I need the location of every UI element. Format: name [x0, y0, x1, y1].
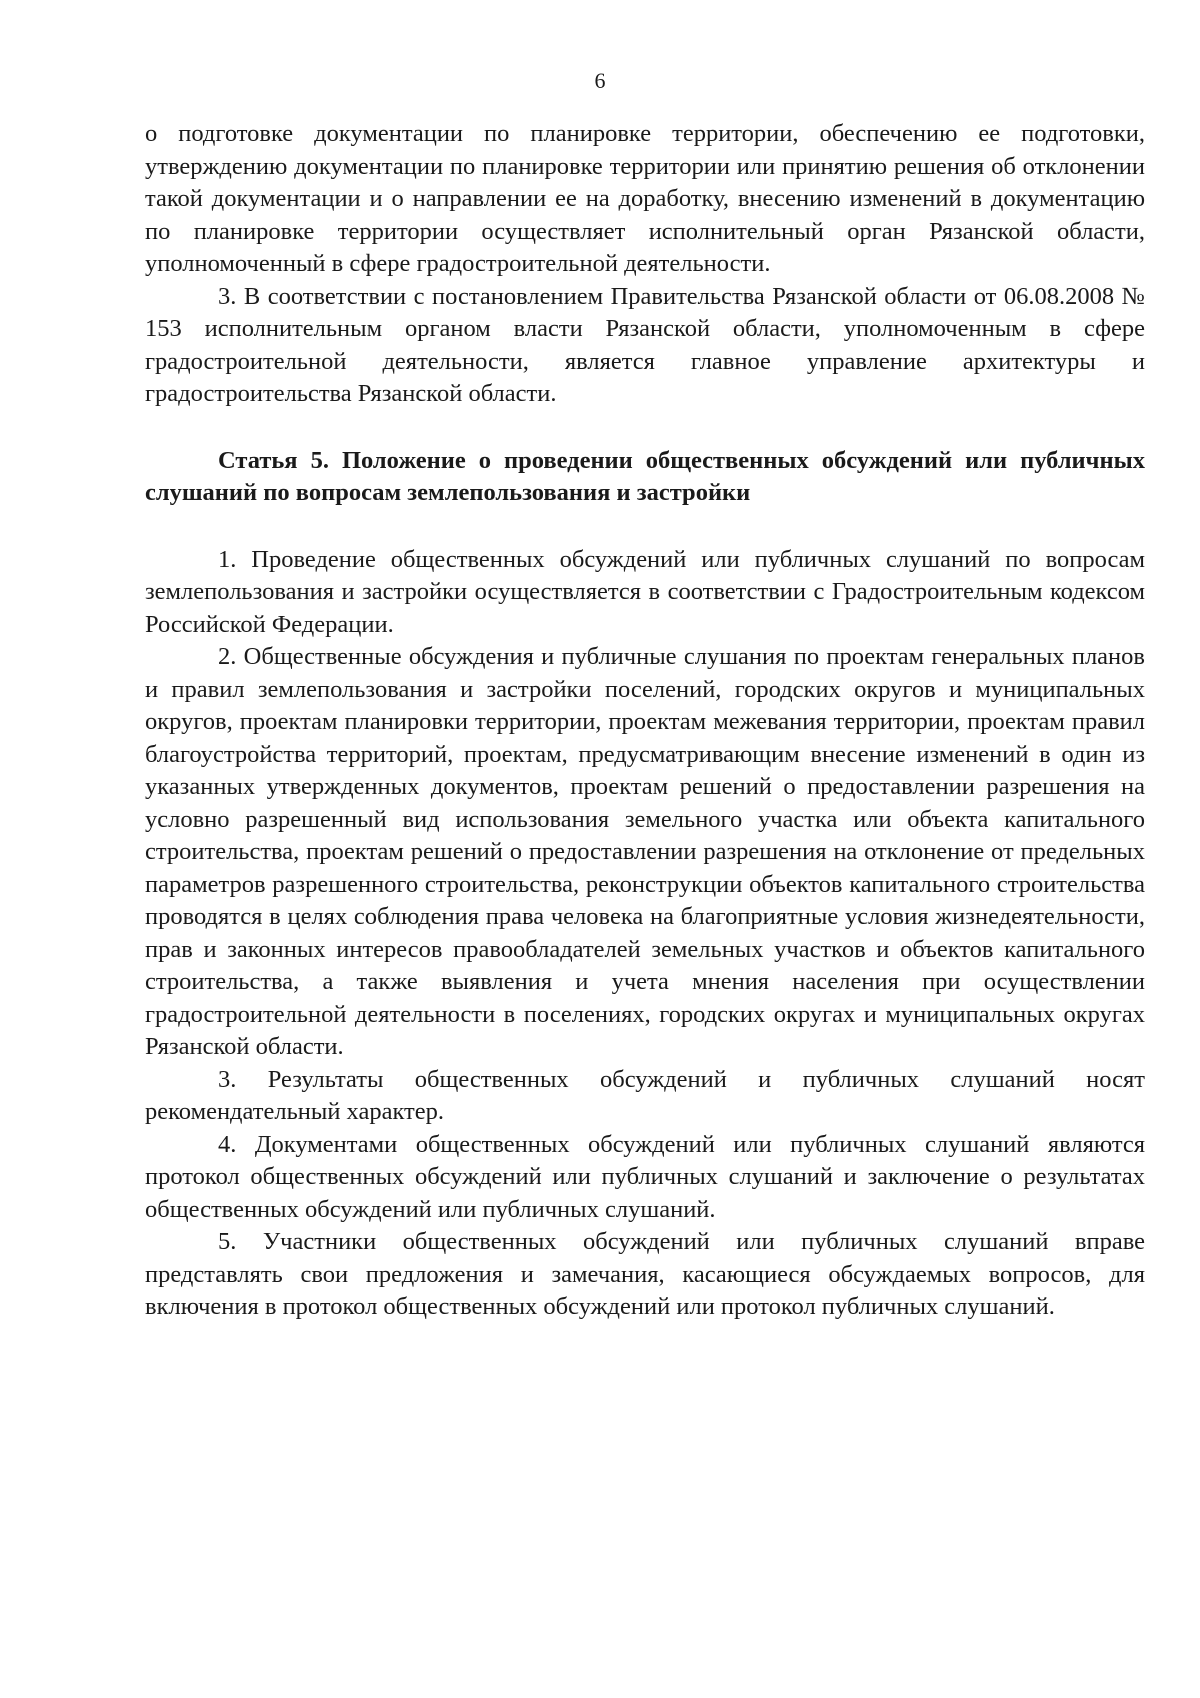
document-body [145, 118, 1145, 1324]
article-paragraph-5: 5. Участники общественных обсуждений или публичных слушаний вправе представлять свои предложения и замечания, касающиеся обсуждаемых вопросов, для включения в протокол общественных обсуждений или протокол публичных слушаний. [145, 1228, 1145, 1320]
article-heading: Статья 5. Положение о проведении общественных обсуждений или публичных слушаний по вопросам землепользования и застройки [145, 446, 1145, 506]
article-paragraph-3: 3. Результаты общественных обсуждений и публичных слушаний носят рекомендательный характер. [145, 1065, 1145, 1125]
paragraph-3: 3. В соответствии с постановлением Правительства Рязанской области от 06.08.2008 № 153 исполнительным органом власти Рязанской области, уполномоченным в сфере градостроительной деятельности, является главное управление архитектуры и градостроительства Рязанской области. [145, 282, 1145, 407]
page-number: 6 [594, 68, 606, 93]
article-paragraph-4: 4. Документами общественных обсуждений или публичных слушаний являются протокол общественных обсуждений или публичных слушаний и заключение о результатах общественных обсуждений или публичных слушаний. [145, 1130, 1145, 1223]
continuation-paragraph: о подготовке документации по планировке территории, обеспечению ее подготовки, утверждению документации по планировке территории или принятию решения об отклонении такой документации и о направлении ее на доработку, внесению изменений в документацию по планировке территории осуществляет исполнительный орган Рязанской области, уполномоченный в сфере градостроительной деятельности. [145, 120, 1145, 277]
article-paragraph-2: 2. Общественные обсуждения и публичные слушания по проектам генеральных планов и правил землепользования и застройки поселений, городских округов и муниципальных округов, проектам планировки территории, проектам межевания территории, проектам правил благоустройства территорий, проектам, предусматривающим внесение изменений в один из указанных утвержденных документов, проектам решений о предоставлении разрешения на условно разрешенный вид использования земельного участка или объекта капитального строительства, проектам решений о предоставлении разрешения на отклонение от предельных параметров разрешенного строительства, реконструкции объектов капитального строительства проводятся в целях соблюдения права человека на благоприятные условия жизнедеятельности, прав и законных интересов правообладателей земельных участков и объектов капитального строительства, а также выявления и учета мнения населения при осуществлении градостроительной деятельности в поселениях, городских округах и муниципальных округах Рязанской области. [145, 643, 1145, 1060]
article-paragraph-1: 1. Проведение общественных обсуждений или публичных слушаний по вопросам землепользования и застройки осуществляется в соответствии с Градостроительным кодексом Российской Федерации. [145, 545, 1145, 638]
